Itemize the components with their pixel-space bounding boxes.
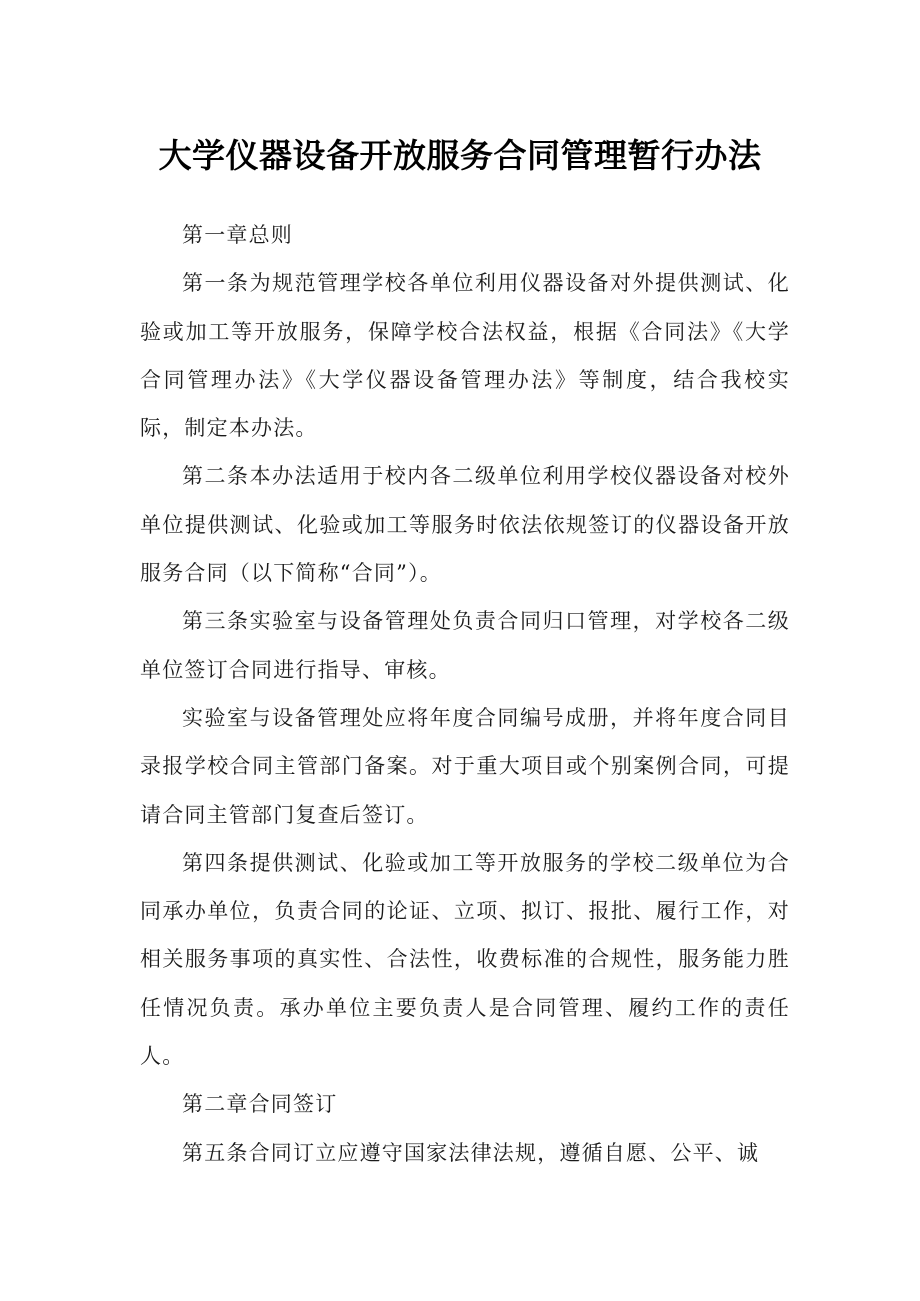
chapter-heading-2: 第二章合同签订 [182, 1092, 338, 1117]
article-3-continuation-paragraph: 实验室与设备管理处应将年度合同编号成册，并将年度合同目录报学校合同主管部门备案。对于重大项目或个别案例合同，可提请合同主管部门复查后签订。 [140, 705, 790, 827]
document-body [140, 211, 790, 1177]
article-3-paragraph: 第三条实验室与设备管理处负责合同归口管理，对学校各二级单位签订合同进行指导、审核。 [140, 609, 790, 682]
document-title: 大学仪器设备开放服务合同管理暂行办法 [158, 136, 762, 175]
article-4-paragraph: 第四条提供测试、化验或加工等开放服务的学校二级单位为合同承办单位，负责合同的论证、立项、拟订、报批、履行工作，对相关服务事项的真实性、合法性，收费标准的合规性，服务能力胜任情况负责。承办单位主要负责人是合同管理、履约工作的责任人。 [140, 850, 790, 1069]
article-5-paragraph: 第五条合同订立应遵守国家法律法规，遵循自愿、公平、诚 [182, 1140, 760, 1165]
article-2-paragraph: 第二条本办法适用于校内各二级单位利用学校仪器设备对校外单位提供测试、化验或加工等服务时依法依规签订的仪器设备开放服务合同（以下简称“合同”）。 [140, 464, 790, 586]
chapter-heading-1: 第一章总则 [182, 223, 293, 247]
article-1-paragraph: 第一条为规范管理学校各单位利用仪器设备对外提供测试、化验或加工等开放服务，保障学校合法权益，根据《合同法》《大学合同管理办法》《大学仪器设备管理办法》等制度，结合我校实际，制定本办法。 [140, 271, 790, 441]
